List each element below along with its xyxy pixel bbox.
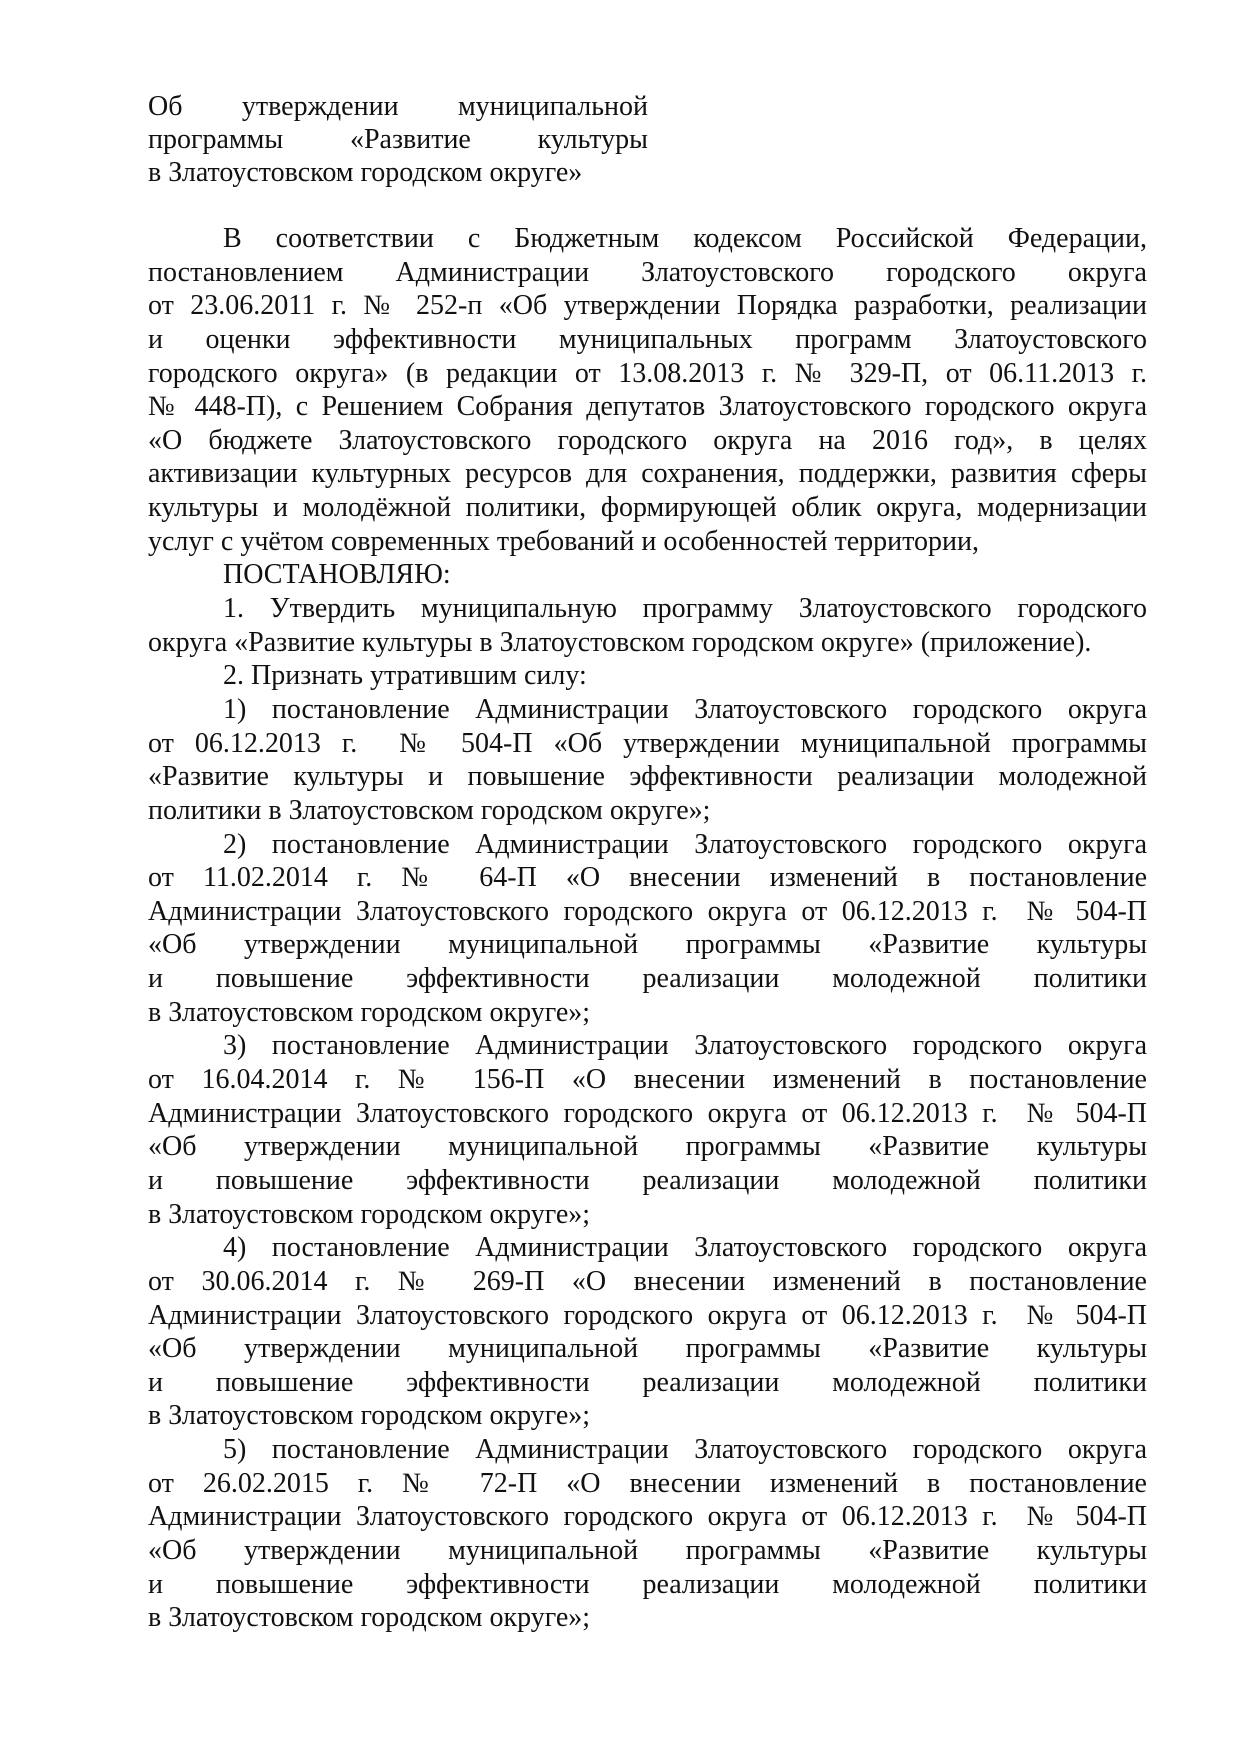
body-text-line: от 26.02.2015 г. № 72-П «О внесении изменений в постановление	[148, 1467, 1147, 1499]
body-text-line: и повышение эффективности реализации молодежной политики	[148, 1366, 1147, 1398]
body-text-line: «Об утверждении муниципальной программы «Развитие культуры	[148, 1333, 1147, 1365]
title-word: Об	[148, 91, 183, 122]
body-text-line: от 11.02.2014 г. № 64-П «О внесении изменений в постановление	[148, 862, 1147, 894]
body-text-line: и повышение эффективности реализации молодежной политики	[148, 963, 1147, 995]
body-text-line: в Златоустовском городском округе»;	[148, 1602, 591, 1634]
body-text-line: городского округа» (в редакции от 13.08.2013 г. № 329-П, от 06.11.2013 г.	[148, 357, 1147, 389]
body-text-line: «Об утверждении муниципальной программы «Развитие культуры	[148, 929, 1147, 961]
body-text-line: и повышение эффективности реализации молодежной политики	[148, 1164, 1147, 1196]
document-body	[148, 222, 1147, 1635]
body-text-line: «Развитие культуры и повышение эффективности реализации молодежной	[148, 761, 1147, 793]
body-text-line: ПОСТАНОВЛЯЮ:	[223, 559, 451, 591]
body-text-line: в Златоустовском городском округе»;	[148, 1198, 591, 1230]
body-text-line: от 16.04.2014 г. № 156-П «О внесении изменений в постановление	[148, 1064, 1147, 1096]
body-text-line: Администрации Златоустовского городского округа от 06.12.2013 г. № 504-П	[148, 1299, 1147, 1331]
body-text-line: 2. Признать утратившим силу:	[223, 660, 587, 692]
body-text-line: Администрации Златоустовского городского округа от 06.12.2013 г. № 504-П	[148, 1501, 1147, 1533]
title-line	[148, 90, 648, 123]
body-text-line: «Об утверждении муниципальной программы «Развитие культуры	[148, 1131, 1147, 1163]
body-text-line: № 448-П), с Решением Собрания депутатов Златоустовского городского округа	[148, 391, 1147, 423]
body-text-line: услуг с учётом современных требований и особенностей территории,	[148, 525, 980, 557]
title-word: в Златоустовском городском округе»	[148, 157, 583, 188]
body-text-line: активизации культурных ресурсов для сохранения, поддержки, развития сферы	[148, 458, 1147, 490]
title-word: утверждении	[241, 91, 399, 122]
body-text-line: культуры и молодёжной политики, формирующей облик округа, модернизации	[148, 492, 1147, 524]
body-text-line: и оценки эффективности муниципальных программ Златоустовского	[148, 323, 1147, 355]
body-text-line: округа «Развитие культуры в Златоустовском городском округе» (приложение).	[148, 626, 1092, 658]
body-text-line: политики в Златоустовском городском округе»;	[148, 794, 711, 826]
body-text-line: в Златоустовском городском округе»;	[148, 996, 591, 1028]
title-word: культуры	[537, 124, 648, 155]
title-line	[148, 123, 648, 156]
body-text-line: от 23.06.2011 г. № 252-п «Об утверждении Порядка разработки, реализации	[148, 290, 1147, 322]
body-text-line: 3) постановление Администрации Златоустовского городского округа	[223, 1030, 1147, 1062]
body-text-line: в Златоустовском городском округе»;	[148, 1400, 591, 1432]
body-text-line: Администрации Златоустовского городского округа от 06.12.2013 г. № 504-П	[148, 895, 1147, 927]
title-word: муниципальной	[457, 91, 648, 122]
body-text-line: и повышение эффективности реализации молодежной политики	[148, 1568, 1147, 1600]
body-text-line: Администрации Златоустовского городского округа от 06.12.2013 г. № 504-П	[148, 1097, 1147, 1129]
title-word: программы	[148, 124, 284, 155]
body-text-line: 1) постановление Администрации Златоустовского городского округа	[223, 693, 1147, 725]
body-text-line: от 06.12.2013 г. № 504-П «Об утверждении муниципальной программы	[148, 727, 1147, 759]
title-word: «Развитие	[349, 124, 471, 155]
body-text-line: «Об утверждении муниципальной программы «Развитие культуры	[148, 1534, 1147, 1566]
body-text-line: 5) постановление Администрации Златоустовского городского округа	[223, 1434, 1147, 1466]
body-text-line: В соответствии с Бюджетным кодексом Российской Федерации,	[223, 223, 1147, 254]
document-title	[148, 90, 648, 189]
body-text-line: «О бюджете Златоустовского городского округа на 2016 год», в целях	[148, 424, 1147, 456]
body-text-line: 4) постановление Администрации Златоустовского городского округа	[223, 1232, 1147, 1264]
body-text-line: 2) постановление Администрации Златоустовского городского округа	[223, 828, 1147, 860]
body-text-line: 1. Утвердить муниципальную программу Златоустовского городского	[223, 593, 1147, 625]
title-line	[148, 156, 648, 189]
body-text-line: от 30.06.2014 г. № 269-П «О внесении изменений в постановление	[148, 1265, 1147, 1297]
body-text-line: постановлением Администрации Златоустовского городского округа	[148, 256, 1147, 288]
